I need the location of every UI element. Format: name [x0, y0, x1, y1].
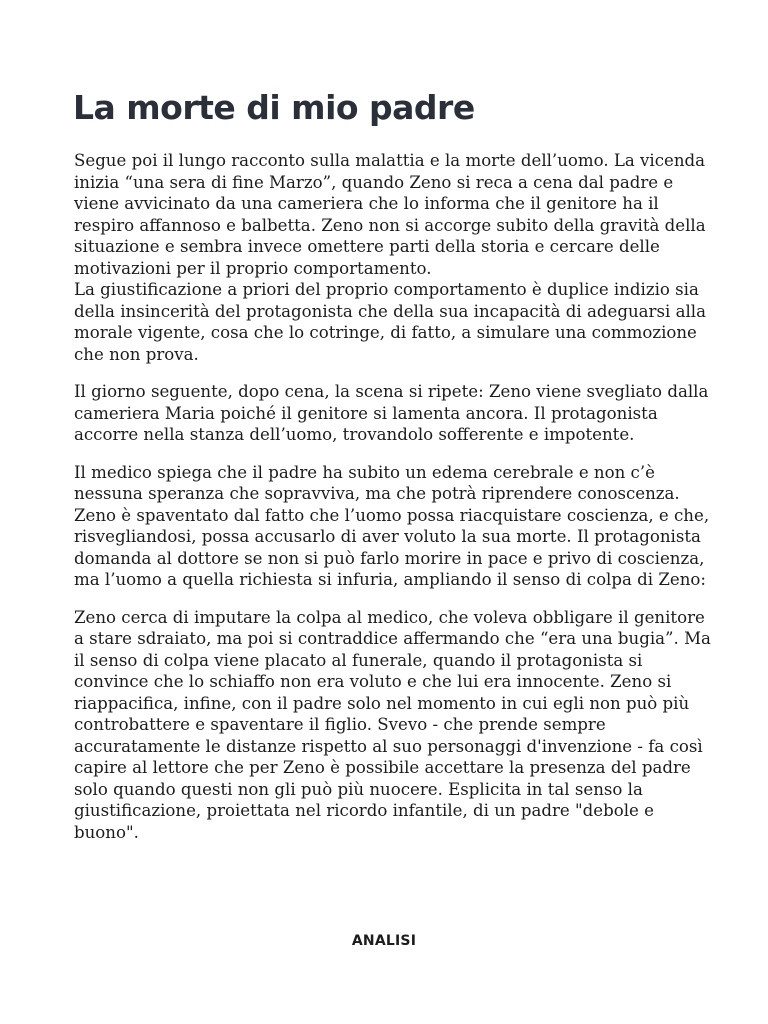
paragraph-4: [74, 607, 714, 844]
paragraph-1-sentence-2: La giustificazione a priori del proprio comportamento è duplice indizio sia della insincerità del protagonista che della sua incapacità di adeguarsi alla morale vigente, cosa che lo cotringe, di fatto, a simulare una commozione che non prova.: [74, 280, 706, 364]
paragraph-3-text: Il medico spiega che il padre ha subito un edema cerebrale e non c’è nessuna speranza che sopravviva, ma che potrà riprendere conoscenza. Zeno è spaventato dal fatto che l’uomo possa riacquistare coscienza, e che, risvegliandosi, possa accusarlo di aver voluto la sua morte. Il protagonista domanda al dottore se non si può farlo morire in pace e privo di coscienza, ma l’uomo a quella richiesta si infuria, ampliando il senso di colpa di Zeno:: [74, 462, 710, 589]
paragraph-3: [74, 462, 714, 591]
paragraph-2-text: Il giorno seguente, dopo cena, la scena si ripete: Zeno viene svegliato dalla cameriera Maria poiché il genitore si lamenta ancora. Il protagonista accorre nella stanza dell’uomo, trovandolo sofferente e impotente.: [74, 382, 709, 444]
paragraph-4-text: Zeno cerca di imputare la colpa al medico, che voleva obbligare il genitore a stare sdraiato, ma poi si contraddice affermando che “era una bugia”. Ma il senso di colpa viene placato al funerale, quando il protagonista si convince che lo schiaffo non era voluto e che lui era innocente. Zeno si riappacifica, infine, con il padre solo nel momento in cui egli non può più controbattere e spaventare il figlio. Svevo - che prende sempre accuratamente le distanze rispetto al suo personaggi d'invenzione - fa così capire al lettore che per Zeno è possibile accettare la presenza del padre solo quando questi non gli può più nuocere. Esplicita in tal senso la giustificazione, proiettata nel ricordo infantile, di un padre "debole e buono".: [74, 607, 711, 842]
paragraph-1: [74, 150, 714, 365]
page-title: La morte di mio padre: [73, 88, 475, 127]
section-heading-analisi: ANALISI: [351, 933, 417, 949]
document-body: [74, 150, 714, 859]
paragraph-2: [74, 381, 714, 446]
paragraph-1-sentence-1: Segue poi il lungo racconto sulla malattia e la morte dell’uomo. La vicenda inizia “una sera di fine Marzo”, quando Zeno si reca a cena dal padre e viene avvicinato da una cameriera che lo informa che il genitore ha il respiro affannoso e balbetta. Zeno non si accorge subito della gravità della situazione e sembra invece omettere parti della storia e cercare delle motivazioni per il proprio comportamento.: [74, 151, 706, 278]
